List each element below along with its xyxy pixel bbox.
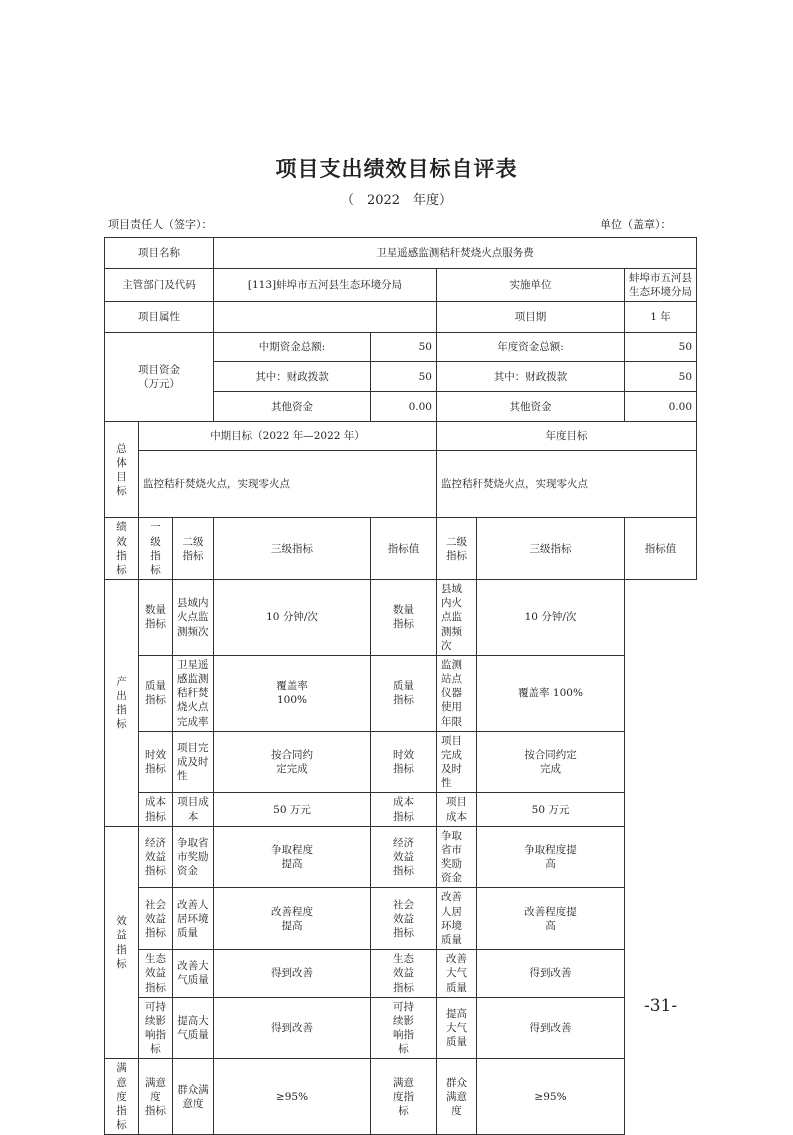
department-row: [105, 269, 697, 302]
level1-header: 一 级 指 标: [139, 518, 173, 580]
level2-indicator: 满意度 指标: [139, 1059, 173, 1135]
level2-indicator: 社会 效益 指标: [139, 888, 173, 950]
indicator-row: [105, 826, 697, 888]
level2-indicator-annual: 时效 指标: [371, 731, 437, 793]
project-period-label: 项目期: [437, 302, 625, 333]
unit-seal-label: 单位（盖章）：: [600, 218, 672, 231]
level2-indicator-annual: 经济 效益 指标: [371, 826, 437, 888]
project-name-value: 卫星遥感监测秸秆焚烧火点服务费: [214, 238, 697, 269]
fiscal-year: （ 2022 年度）: [340, 193, 453, 208]
indicator-value-annual: 得到改善: [477, 997, 625, 1059]
responsible-person-label: 项目责任人（签字）：: [108, 218, 213, 231]
indicator-value-header: 指标值: [371, 518, 437, 580]
level2-indicator-annual: 成本 指标: [371, 793, 437, 826]
indicator-row: [105, 1059, 697, 1135]
annual-goal-text: 监控秸秆焚烧火点，实现零火点: [437, 451, 697, 518]
indicator-value-annual: 改善程度提 高: [477, 888, 625, 950]
project-period-value: 1 年: [625, 302, 697, 333]
indicator-header-row: [105, 518, 697, 580]
attribute-row: [105, 302, 697, 333]
level3-indicator: 项目完成及时性: [173, 731, 214, 793]
level3-indicator-annual: 改善大气质量: [437, 950, 477, 998]
level2-indicator: 质量 指标: [139, 655, 173, 731]
indicator-row: [105, 655, 697, 731]
mid-total-value: 50: [371, 333, 437, 362]
implementing-unit-value: 蚌埠市五河县生态环境分局: [625, 269, 697, 302]
indicator-value: ≥95%: [214, 1059, 371, 1135]
department-label: 主管部门及代码: [105, 269, 214, 302]
level3-header: 三级指标: [214, 518, 371, 580]
annual-fiscal-label: 其中：财政拨款: [437, 362, 625, 392]
indicator-row: [105, 997, 697, 1059]
level3-indicator: 项目成本: [173, 793, 214, 826]
level2-indicator: 经济 效益 指标: [139, 826, 173, 888]
indicator-row: [105, 731, 697, 793]
level3-indicator-annual: 提高大气质量: [437, 997, 477, 1059]
level2-indicator-annual: 社会 效益 指标: [371, 888, 437, 950]
indicator-value: 10 分钟/次: [214, 580, 371, 656]
indicator-value: 50 万元: [214, 793, 371, 826]
annual-total-value: 50: [625, 333, 697, 362]
indicator-row: [105, 888, 697, 950]
indicator-value: 争取程度 提高: [214, 826, 371, 888]
indicator-value-annual: 10 分钟/次: [477, 580, 625, 656]
goals-text-row: [105, 451, 697, 518]
implementing-unit-label: 实施单位: [437, 269, 625, 302]
project-attribute-label: 项目属性: [105, 302, 214, 333]
level3-indicator: 改善大气质量: [173, 950, 214, 998]
level1-indicator-name: 产 出 指 标: [105, 580, 139, 827]
level2-indicator-annual: 数量 指标: [371, 580, 437, 656]
level3-indicator-annual: 项目完成及时性: [437, 731, 477, 793]
level3-indicator-annual: 监测站点仪器使用年限: [437, 655, 477, 731]
level2-indicator-annual: 可持 续影 响指 标: [371, 997, 437, 1059]
funds-total-row: [105, 333, 697, 362]
indicator-value-annual: 得到改善: [477, 950, 625, 998]
level3-indicator: 卫星遥感监测秸秆焚烧火点完成率: [173, 655, 214, 731]
indicator-row: [105, 580, 697, 656]
level2-indicator: 数量 指标: [139, 580, 173, 656]
goals-header-row: [105, 422, 697, 451]
annual-total-label: 年度资金总额:: [437, 333, 625, 362]
level2-indicator: 生态 效益 指标: [139, 950, 173, 998]
indicator-value-annual: 覆盖率 100%: [477, 655, 625, 731]
level3-indicator: 县域内火点监测频次: [173, 580, 214, 656]
level1-indicator-name: 满 意 度 指 标: [105, 1059, 139, 1135]
level3-indicator-annual: 争取省市奖励资金: [437, 826, 477, 888]
indicator-value: 得到改善: [214, 950, 371, 998]
evaluation-table: [104, 237, 697, 1135]
mid-goal-header: 中期目标（2022 年—2022 年）: [139, 422, 437, 451]
level2-indicator-annual: 生态 效益 指标: [371, 950, 437, 998]
mid-other-label: 其他资金: [214, 392, 371, 422]
indicator-value: 覆盖率 100%: [214, 655, 371, 731]
annual-goal-header: 年度目标: [437, 422, 697, 451]
level2-header-annual: 二级 指标: [437, 518, 477, 580]
mid-total-label: 中期资金总额:: [214, 333, 371, 362]
indicator-row: [105, 793, 697, 826]
level2-indicator: 时效 指标: [139, 731, 173, 793]
project-attribute-value: [214, 302, 437, 333]
annual-fiscal-value: 50: [625, 362, 697, 392]
page-title: 项目支出绩效目标自评表: [275, 157, 518, 181]
indicator-value-annual: 按合同约定 完成: [477, 731, 625, 793]
indicator-row: [105, 950, 697, 998]
level3-header-annual: 三级指标: [477, 518, 625, 580]
mid-fiscal-label: 其中：财政拨款: [214, 362, 371, 392]
level3-indicator-annual: 项目成本: [437, 793, 477, 826]
overall-goal-label: 总 体 目 标: [105, 422, 139, 518]
indicator-value: 得到改善: [214, 997, 371, 1059]
department-value: [113]蚌埠市五河县生态环境分局: [214, 269, 437, 302]
mid-fiscal-value: 50: [371, 362, 437, 392]
mid-goal-text: 监控秸秆焚烧火点，实现零火点: [139, 451, 437, 518]
level2-indicator: 可持 续影 响指 标: [139, 997, 173, 1059]
annual-other-value: 0.00: [625, 392, 697, 422]
level3-indicator: 提高大气质量: [173, 997, 214, 1059]
indicator-value-annual: 争取程度提 高: [477, 826, 625, 888]
indicator-value: 改善程度 提高: [214, 888, 371, 950]
performance-indicator-label: 绩 效 指 标: [105, 518, 139, 580]
page-number: -31-: [644, 996, 678, 1016]
level2-indicator-annual: 满意 度指 标: [371, 1059, 437, 1135]
level1-indicator-name: 效 益 指 标: [105, 826, 139, 1059]
project-name-row: [105, 238, 697, 269]
indicator-value-header-annual: 指标值: [625, 518, 697, 580]
level3-indicator-annual: 县域内火点监测频次: [437, 580, 477, 656]
level3-indicator-annual: 群众满意度: [437, 1059, 477, 1135]
indicator-value-annual: ≥95%: [477, 1059, 625, 1135]
indicator-value: 按合同约 定完成: [214, 731, 371, 793]
project-funds-label: 项目资金 （万元）: [105, 333, 214, 422]
annual-other-label: 其他资金: [437, 392, 625, 422]
mid-other-value: 0.00: [371, 392, 437, 422]
level2-indicator-annual: 质量 指标: [371, 655, 437, 731]
project-name-label: 项目名称: [105, 238, 214, 269]
level3-indicator: 争取省市奖励资金: [173, 826, 214, 888]
level2-header: 二级 指标: [173, 518, 214, 580]
level2-indicator: 成本 指标: [139, 793, 173, 826]
level3-indicator-annual: 改善人居环境质量: [437, 888, 477, 950]
level3-indicator: 群众满意度: [173, 1059, 214, 1135]
level3-indicator: 改善人居环境质量: [173, 888, 214, 950]
indicator-value-annual: 50 万元: [477, 793, 625, 826]
